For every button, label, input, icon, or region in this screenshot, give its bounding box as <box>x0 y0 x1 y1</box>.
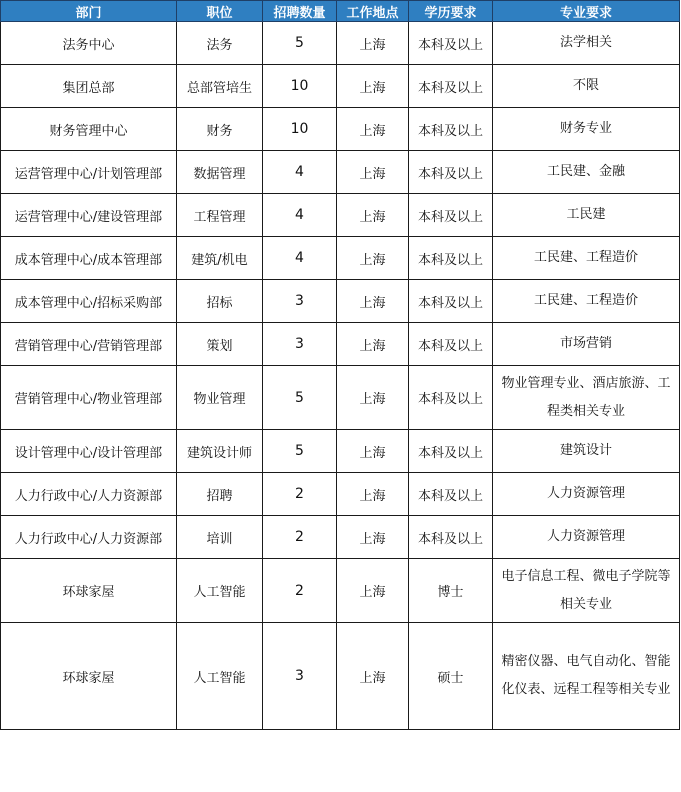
cell-position: 招聘 <box>177 473 263 516</box>
cell-major: 财务专业 <box>493 108 680 151</box>
table-row <box>1 323 680 366</box>
table-row <box>1 194 680 237</box>
header-count: 招聘数量 <box>263 1 337 22</box>
cell-education: 本科及以上 <box>409 366 493 430</box>
table-row <box>1 280 680 323</box>
cell-education: 本科及以上 <box>409 194 493 237</box>
cell-dept: 集团总部 <box>1 65 177 108</box>
cell-dept: 营销管理中心/营销管理部 <box>1 323 177 366</box>
header-row <box>1 1 680 22</box>
cell-location: 上海 <box>337 516 409 559</box>
cell-count: 4 <box>263 237 337 280</box>
table-row <box>1 237 680 280</box>
table-row <box>1 516 680 559</box>
cell-education: 本科及以上 <box>409 151 493 194</box>
cell-position: 法务 <box>177 22 263 65</box>
cell-location: 上海 <box>337 237 409 280</box>
cell-dept: 营销管理中心/物业管理部 <box>1 366 177 430</box>
cell-position: 培训 <box>177 516 263 559</box>
cell-major: 精密仪器、电气自动化、智能化仪表、远程工程等相关专业 <box>493 623 680 730</box>
cell-major: 建筑设计 <box>493 430 680 473</box>
cell-dept: 环球家屋 <box>1 559 177 623</box>
cell-position: 人工智能 <box>177 559 263 623</box>
cell-count: 4 <box>263 194 337 237</box>
cell-education: 硕士 <box>409 623 493 730</box>
cell-major: 市场营销 <box>493 323 680 366</box>
cell-education: 本科及以上 <box>409 237 493 280</box>
cell-education: 本科及以上 <box>409 516 493 559</box>
cell-major: 工民建、工程造价 <box>493 280 680 323</box>
cell-major: 人力资源管理 <box>493 473 680 516</box>
cell-count: 10 <box>263 65 337 108</box>
cell-major: 工民建、工程造价 <box>493 237 680 280</box>
cell-count: 5 <box>263 366 337 430</box>
cell-location: 上海 <box>337 65 409 108</box>
cell-location: 上海 <box>337 430 409 473</box>
cell-position: 建筑/机电 <box>177 237 263 280</box>
cell-dept: 法务中心 <box>1 22 177 65</box>
cell-count: 3 <box>263 280 337 323</box>
cell-count: 10 <box>263 108 337 151</box>
cell-dept: 人力行政中心/人力资源部 <box>1 473 177 516</box>
cell-position: 数据管理 <box>177 151 263 194</box>
cell-location: 上海 <box>337 366 409 430</box>
table-row <box>1 473 680 516</box>
cell-position: 工程管理 <box>177 194 263 237</box>
cell-education: 本科及以上 <box>409 108 493 151</box>
cell-dept: 运营管理中心/计划管理部 <box>1 151 177 194</box>
header-major: 专业要求 <box>493 1 680 22</box>
cell-major: 不限 <box>493 65 680 108</box>
table-row <box>1 151 680 194</box>
cell-dept: 运营管理中心/建设管理部 <box>1 194 177 237</box>
cell-location: 上海 <box>337 559 409 623</box>
cell-location: 上海 <box>337 151 409 194</box>
table-row <box>1 430 680 473</box>
cell-location: 上海 <box>337 323 409 366</box>
cell-count: 2 <box>263 516 337 559</box>
table-row <box>1 65 680 108</box>
cell-major: 工民建 <box>493 194 680 237</box>
cell-major: 人力资源管理 <box>493 516 680 559</box>
cell-position: 人工智能 <box>177 623 263 730</box>
cell-dept: 财务管理中心 <box>1 108 177 151</box>
cell-education: 本科及以上 <box>409 280 493 323</box>
cell-count: 5 <box>263 22 337 65</box>
cell-position: 策划 <box>177 323 263 366</box>
header-education: 学历要求 <box>409 1 493 22</box>
cell-education: 本科及以上 <box>409 22 493 65</box>
cell-location: 上海 <box>337 623 409 730</box>
header-dept: 部门 <box>1 1 177 22</box>
cell-dept: 人力行政中心/人力资源部 <box>1 516 177 559</box>
cell-location: 上海 <box>337 22 409 65</box>
cell-dept: 成本管理中心/成本管理部 <box>1 237 177 280</box>
cell-location: 上海 <box>337 194 409 237</box>
table-row <box>1 623 680 730</box>
cell-count: 3 <box>263 623 337 730</box>
cell-dept: 环球家屋 <box>1 623 177 730</box>
cell-location: 上海 <box>337 108 409 151</box>
cell-education: 本科及以上 <box>409 473 493 516</box>
table-body <box>1 22 680 730</box>
cell-position: 总部管培生 <box>177 65 263 108</box>
cell-dept: 设计管理中心/设计管理部 <box>1 430 177 473</box>
table-row <box>1 559 680 623</box>
cell-education: 本科及以上 <box>409 323 493 366</box>
header-position: 职位 <box>177 1 263 22</box>
cell-major: 工民建、金融 <box>493 151 680 194</box>
cell-position: 物业管理 <box>177 366 263 430</box>
cell-major: 电子信息工程、微电子学院等相关专业 <box>493 559 680 623</box>
cell-position: 建筑设计师 <box>177 430 263 473</box>
cell-count: 2 <box>263 473 337 516</box>
cell-location: 上海 <box>337 280 409 323</box>
table-row <box>1 366 680 430</box>
header-location: 工作地点 <box>337 1 409 22</box>
cell-major: 法学相关 <box>493 22 680 65</box>
table-row <box>1 108 680 151</box>
cell-major: 物业管理专业、酒店旅游、工程类相关专业 <box>493 366 680 430</box>
table-row <box>1 22 680 65</box>
cell-position: 招标 <box>177 280 263 323</box>
cell-position: 财务 <box>177 108 263 151</box>
cell-education: 本科及以上 <box>409 65 493 108</box>
cell-count: 2 <box>263 559 337 623</box>
cell-education: 本科及以上 <box>409 430 493 473</box>
cell-count: 5 <box>263 430 337 473</box>
cell-location: 上海 <box>337 473 409 516</box>
cell-education: 博士 <box>409 559 493 623</box>
cell-count: 3 <box>263 323 337 366</box>
cell-count: 4 <box>263 151 337 194</box>
cell-dept: 成本管理中心/招标采购部 <box>1 280 177 323</box>
